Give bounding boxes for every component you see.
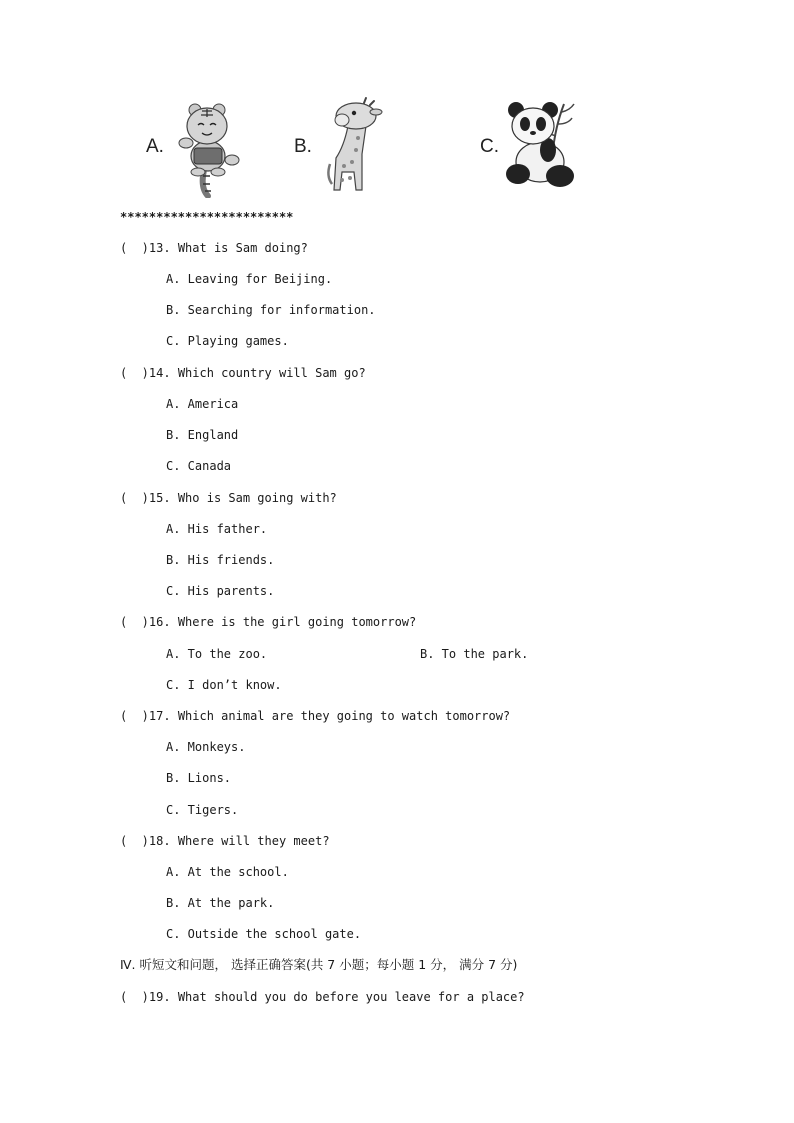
- picture-label-c: C.: [480, 136, 499, 157]
- picture-option-c: [480, 100, 590, 196]
- question-17: [120, 708, 510, 724]
- option-17-b[interactable]: B. Lions.: [166, 771, 232, 785]
- option-18-a[interactable]: A. At the school.: [166, 865, 289, 879]
- question-number: 18.: [148, 834, 171, 848]
- question-number: 16.: [148, 615, 171, 629]
- option-15-a[interactable]: A. His father.: [166, 522, 268, 536]
- option-17-a[interactable]: A. Monkeys.: [166, 740, 246, 754]
- question-text: What should you do before you leave for a place?: [177, 990, 525, 1004]
- question-text: Where will they meet?: [177, 834, 330, 848]
- question-text: Who is Sam going with?: [177, 491, 337, 505]
- question-number: 19.: [148, 990, 171, 1004]
- option-15-c[interactable]: C. His parents.: [166, 584, 275, 598]
- option-16-c[interactable]: C. I don’t know.: [166, 678, 282, 692]
- option-14-c[interactable]: C. Canada: [166, 459, 232, 473]
- picture-label-a: A.: [146, 136, 164, 157]
- question-text: Where is the girl going tomorrow?: [177, 615, 417, 629]
- question-19: [120, 989, 525, 1005]
- question-text: Which country will Sam go?: [177, 366, 366, 380]
- question-14: [120, 365, 366, 381]
- answer-bracket[interactable]: ( ): [120, 366, 149, 380]
- question-number: 15.: [148, 491, 171, 505]
- panda-icon: [502, 100, 582, 192]
- picture-option-a: [146, 98, 246, 198]
- tiger-icon: [174, 98, 242, 198]
- answer-bracket[interactable]: ( ): [120, 709, 149, 723]
- option-13-b[interactable]: B. Searching for information.: [166, 303, 376, 317]
- question-number: 17.: [148, 709, 171, 723]
- answer-bracket[interactable]: ( ): [120, 241, 149, 255]
- question-text: What is Sam doing?: [177, 241, 308, 255]
- question-16: [120, 614, 416, 630]
- question-number: 14.: [148, 366, 171, 380]
- option-13-c[interactable]: C. Playing games.: [166, 334, 289, 348]
- option-16-a[interactable]: A. To the zoo.: [166, 647, 268, 661]
- section-4-heading: Ⅳ. 听短文和问题， 选择正确答案(共 7 小题；每小题 1 分， 满分 7 分): [120, 957, 518, 972]
- option-14-a[interactable]: A. America: [166, 397, 239, 411]
- option-15-b[interactable]: B. His friends.: [166, 553, 275, 567]
- picture-label-b: B.: [294, 136, 312, 157]
- asterisk-divider: ************************: [120, 210, 294, 224]
- question-number: 13.: [148, 241, 171, 255]
- question-18: [120, 833, 330, 849]
- giraffe-icon: [320, 96, 386, 198]
- answer-bracket[interactable]: ( ): [120, 491, 149, 505]
- option-18-b[interactable]: B. At the park.: [166, 896, 275, 910]
- picture-option-b: [294, 96, 394, 198]
- answer-bracket[interactable]: ( ): [120, 615, 149, 629]
- question-13: [120, 240, 308, 256]
- question-text: Which animal are they going to watch tomorrow?: [177, 709, 511, 723]
- question-15: [120, 490, 337, 506]
- option-16-b[interactable]: B. To the park.: [420, 647, 529, 661]
- answer-bracket[interactable]: ( ): [120, 990, 149, 1004]
- option-17-c[interactable]: C. Tigers.: [166, 803, 239, 817]
- option-18-c[interactable]: C. Outside the school gate.: [166, 927, 362, 941]
- answer-bracket[interactable]: ( ): [120, 834, 149, 848]
- option-14-b[interactable]: B. England: [166, 428, 239, 442]
- option-13-a[interactable]: A. Leaving for Beijing.: [166, 272, 333, 286]
